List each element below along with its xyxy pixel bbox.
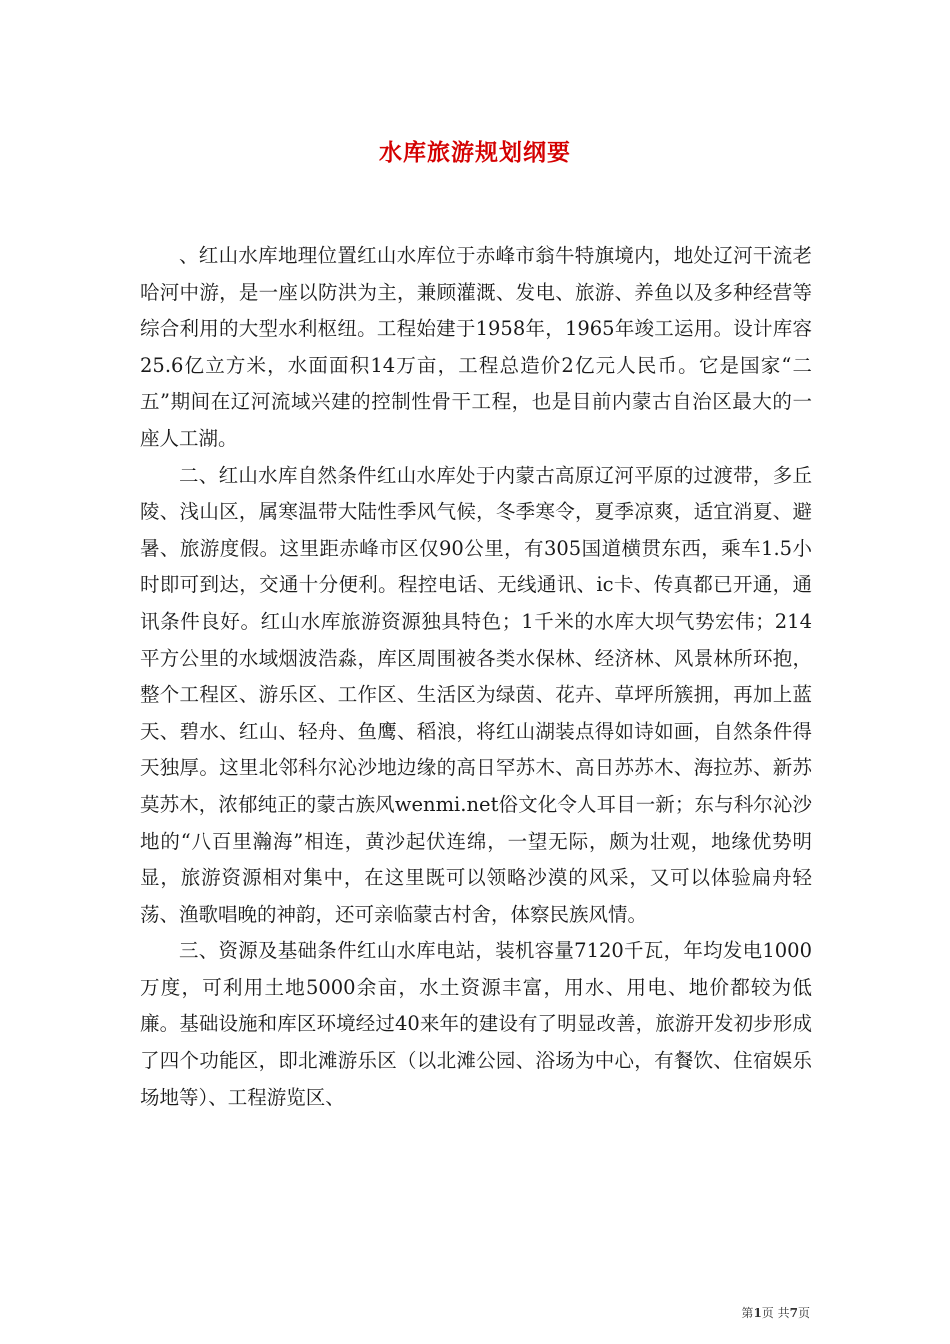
paragraph-3: 三、资源及基础条件红山水库电站，装机容量7120千瓦，年均发电1000万度，可利用土地5000余亩，水土资源丰富，用水、用电、地价都较为低廉。基础设施和库区环境经过40来年的建设有了明显改善，旅游开发初步形成了四个功能区，即北滩游乐区（以北滩公园、浴场为中心，有餐饮、住宿娱乐场地等）、工程游览区、 <box>140 939 812 1109</box>
footer-suffix: 页 <box>797 1306 810 1320</box>
paragraph-1: 、红山水库地理位置红山水库位于赤峰市翁牛特旗境内，地处辽河干流老哈河中游，是一座以防洪为主，兼顾灌溉、发电、旅游、养鱼以及多种经营等综合利用的大型水利枢纽。工程始建于1958年，1965年竣工运用。设计库容25.6亿立方米，水面面积14万亩，工程总造价2亿元人民币。它是国家“二五”期间在辽河流域兴建的控制性骨干工程，也是目前内蒙古自治区最大的一座人工湖。 <box>140 244 812 450</box>
footer-current-page: 1 <box>753 1306 762 1320</box>
footer-middle: 页 共 <box>761 1306 790 1320</box>
footer-total-pages: 7 <box>789 1306 798 1320</box>
document-title: 水库旅游规划纲要 <box>379 139 571 166</box>
paragraph-2: 二、红山水库自然条件红山水库处于内蒙古高原辽河平原的过渡带，多丘陵、浅山区，属寒温带大陆性季风气候，冬季寒令，夏季凉爽，适宜消夏、避暑、旅游度假。这里距赤峰市区仅90公里，有305国道横贯东西，乘车1.5小时即可到达，交通十分便利。程控电话、无线通讯、ic卡、传真都已开通，通讯条件良好。红山水库旅游资源独具特色；1千米的水库大坝气势宏伟；214平方公里的水域烟波浩淼，库区周围被各类水保林、经济林、风景林所环抱，整个工程区、游乐区、工作区、生活区为绿茵、花卉、草坪所簇拥，再加上蓝天、碧水、红山、轻舟、鱼鹰、稻浪，将红山湖装点得如诗如画，自然条件得天独厚。这里北邻科尔沁沙地边缘的高日罕苏木、高日苏苏木、海拉苏、新苏莫苏木，浓郁纯正的蒙古族风wenmi.net俗文化令人耳目一新；东与科尔沁沙地的“八百里瀚海”相连，黄沙起伏连绵，一望无际，颇为壮观，地缘优势明显，旅游资源相对集中，在这里既可以领略沙漠的风采，又可以体验扁舟轻荡、渔歌唱晚的神韵，还可亲临蒙古村舍，体察民族风情。 <box>140 463 812 926</box>
page-number-footer <box>741 1304 810 1321</box>
document-body <box>140 238 812 1116</box>
footer-prefix: 第 <box>741 1306 754 1320</box>
